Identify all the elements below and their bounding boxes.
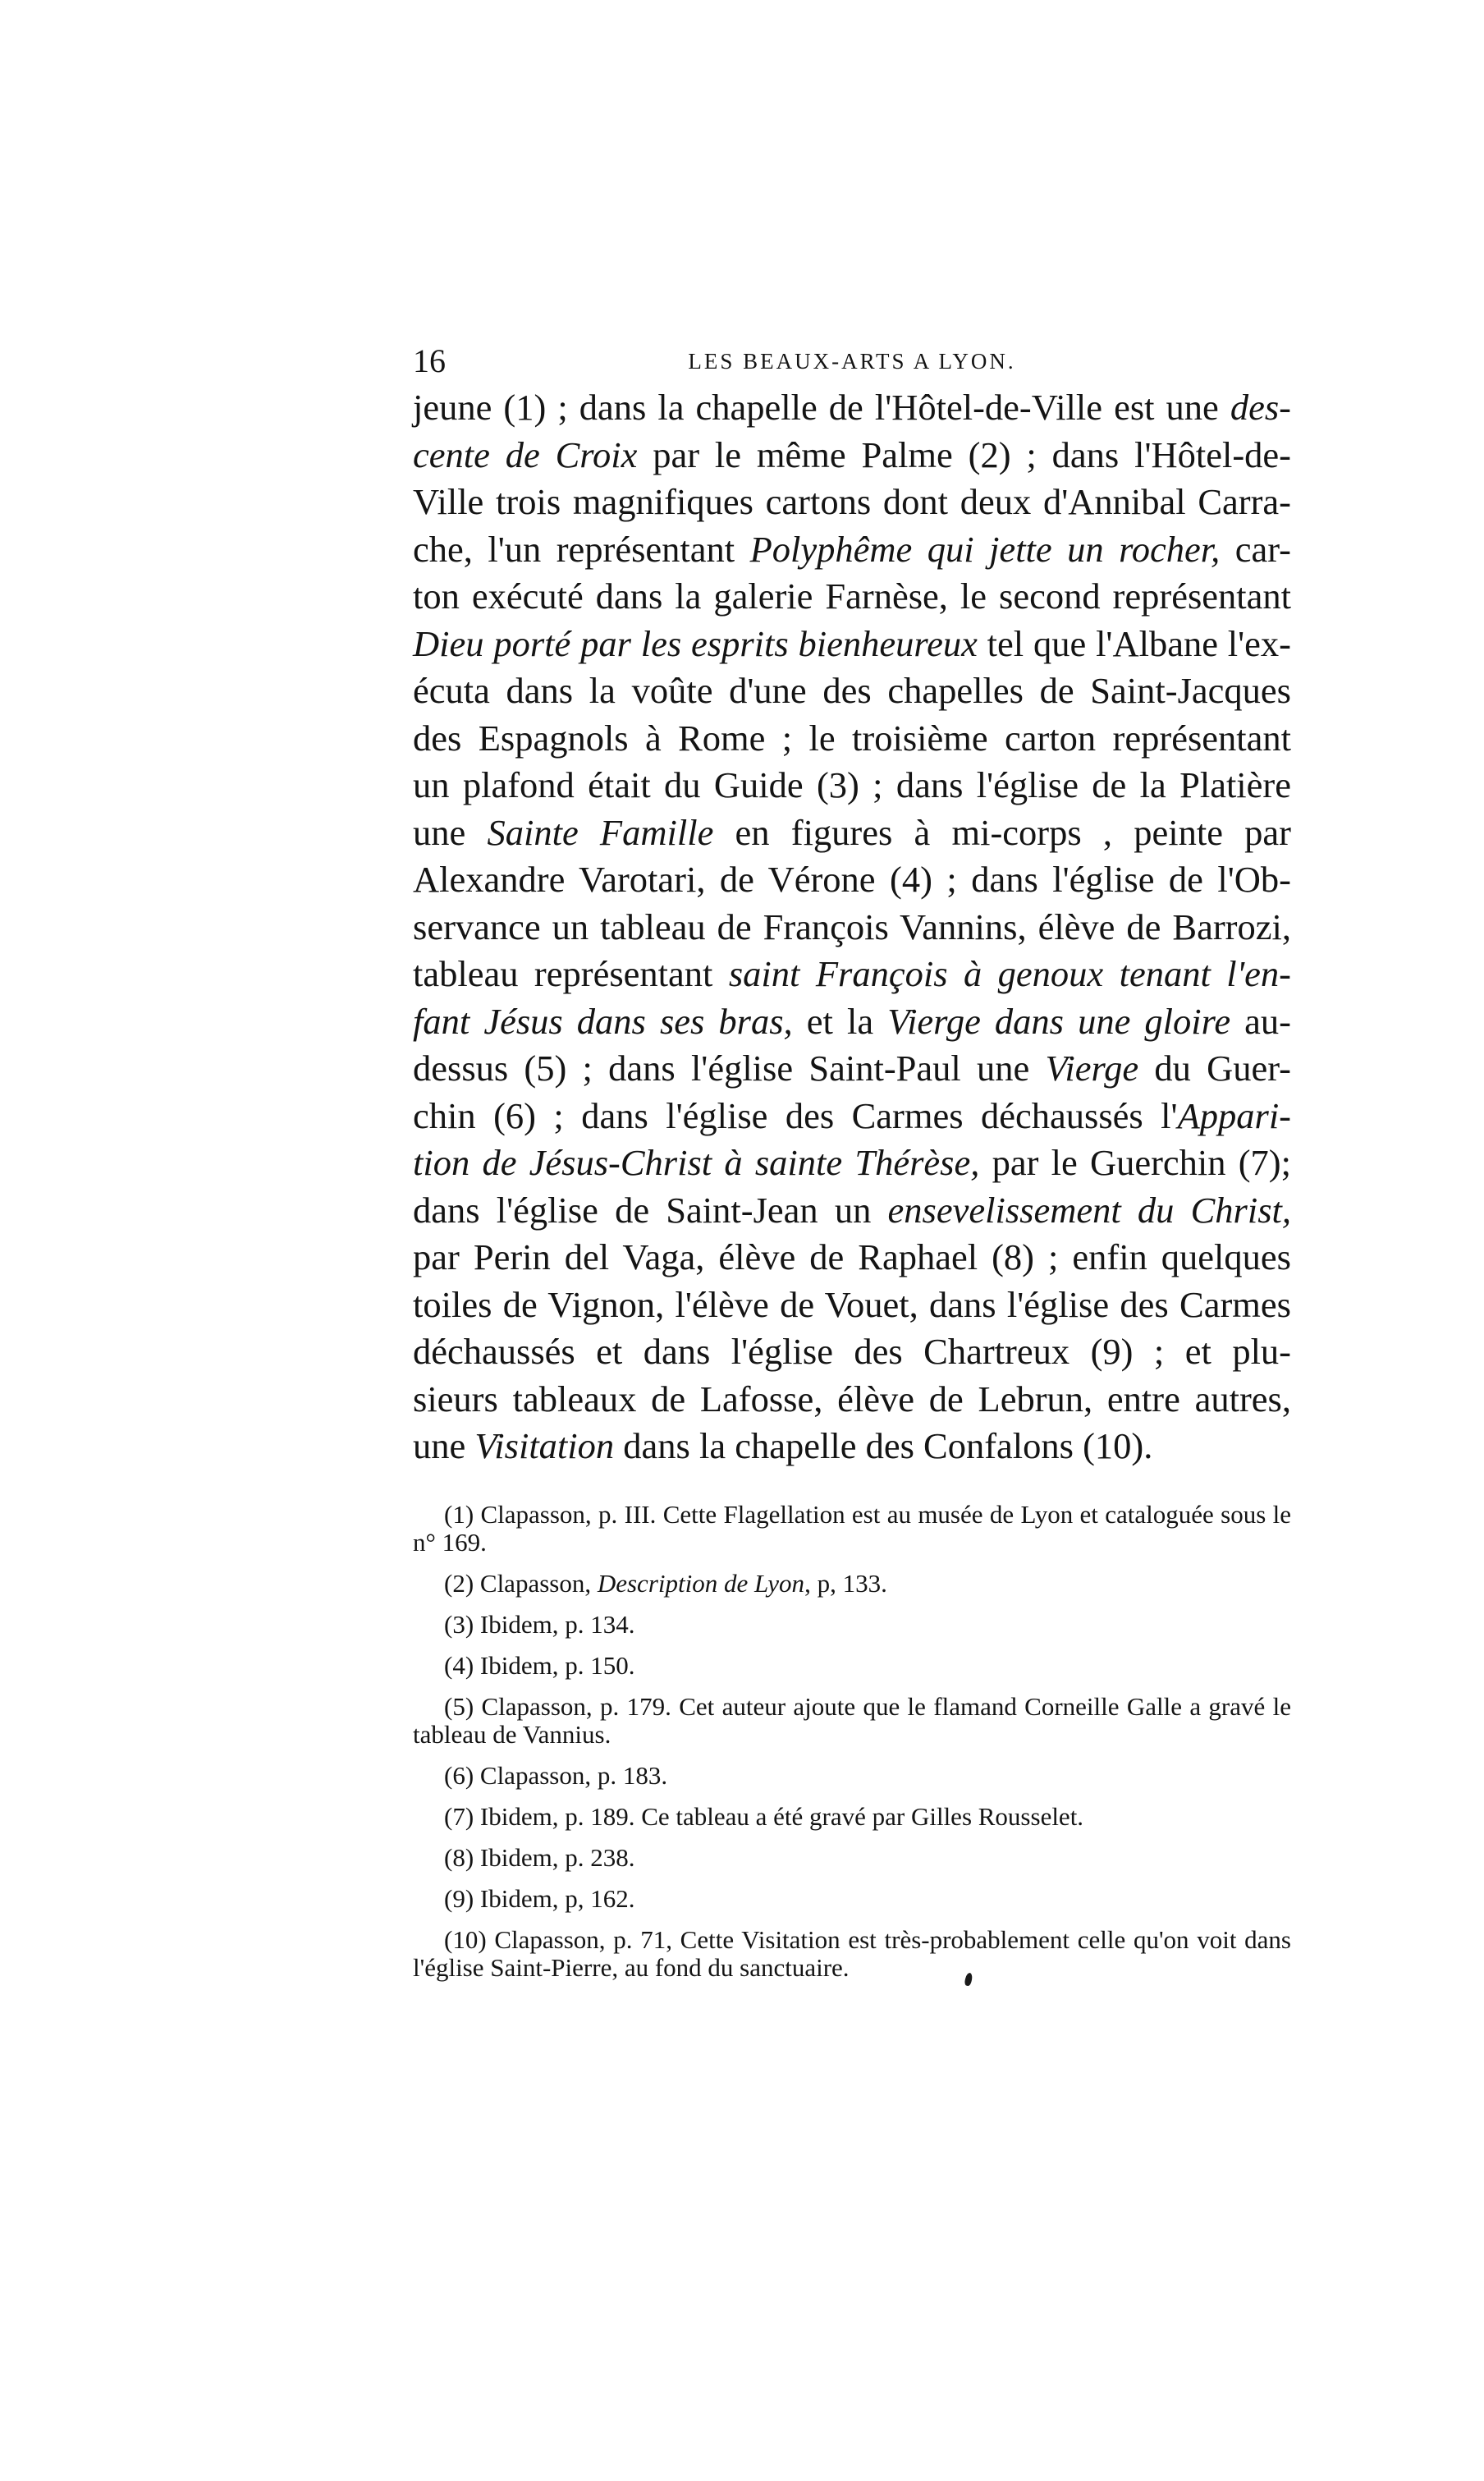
body-line: Dieu porté par les esprits bienheureux tel que l'Albane l'ex-	[413, 622, 1291, 664]
body-line: dans l'église de Saint-Jean un ensevelissement du Christ,	[413, 1189, 1291, 1231]
body-line: ton exécuté dans la galerie Farnèse, le second représentant	[413, 576, 1291, 617]
body-text	[413, 384, 1291, 1470]
footnote-9: (9) Ibidem, p, 162.	[444, 1884, 635, 1913]
body-line: cente de Croix par le même Palme (2) ; dans l'Hôtel-de-	[413, 433, 1291, 475]
body-line: sieurs tableaux de Lafosse, élève de Lebrun, entre autres,	[413, 1378, 1291, 1419]
body-line: des Espagnols à Rome ; le troisième carton représentant	[413, 717, 1291, 759]
footnote-6: (6) Clapasson, p. 183.	[444, 1761, 668, 1790]
footnote-8: (8) Ibidem, p. 238.	[444, 1843, 635, 1872]
body-line: par Perin del Vaga, élève de Raphael (8) ; enfin quelques	[413, 1236, 1291, 1277]
body-line: écuta dans la voûte d'une des chapelles de Saint-Jacques	[413, 670, 1291, 711]
footnote-10: (10) Clapasson, p. 71, Cette Visitation est très-probablement celle qu'on voit dans l'église Saint-Pierre, au fond du sanctuaire.	[413, 1925, 1291, 1982]
footnote-2: (2) Clapasson, Description de Lyon, p, 133.	[444, 1569, 887, 1598]
body-line: une Sainte Famille en figures à mi-corps , peinte par	[413, 811, 1291, 853]
footnote-3: (3) Ibidem, p. 134.	[444, 1610, 635, 1639]
body-line: une Visitation dans la chapelle des Confalons (10).	[413, 1425, 1153, 1466]
body-line: dessus (5) ; dans l'église Saint-Paul une Vierge du Guer-	[413, 1048, 1291, 1089]
running-title: LES BEAUX-ARTS A LYON.	[688, 349, 1016, 374]
body-line: servance un tableau de François Vannins, élève de Barrozi,	[413, 906, 1291, 947]
body-line: un plafond était du Guide (3) ; dans l'église de la Platière	[413, 764, 1291, 805]
body-line: Ville trois magnifiques cartons dont deux d'Annibal Carra-	[413, 481, 1291, 522]
page-number: 16	[413, 342, 446, 379]
footnotes	[413, 1501, 1291, 1995]
footnote-5: (5) Clapasson, p. 179. Cet auteur ajoute que le flamand Corneille Galle a gravé le tableau de Vannius.	[413, 1692, 1291, 1749]
body-line: déchaussés et dans l'église des Chartreux (9) ; et plu-	[413, 1331, 1291, 1372]
footnote-4: (4) Ibidem, p. 150.	[444, 1651, 635, 1680]
footnote-1: (1) Clapasson, p. III. Cette Flagellation est au musée de Lyon et cataloguée sous le n° 169.	[413, 1500, 1291, 1557]
body-line: fant Jésus dans ses bras, et la Vierge dans une gloire au-	[413, 1000, 1291, 1042]
body-line: tableau représentant saint François à genoux tenant l'en-	[413, 953, 1291, 994]
body-line: chin (6) ; dans l'église des Carmes déchaussés l'Appari-	[413, 1094, 1291, 1136]
body-line: che, l'un représentant Polyphême qui jette un rocher, car-	[413, 528, 1291, 570]
body-line: Alexandre Varotari, de Vérone (4) ; dans l'église de l'Ob-	[413, 859, 1291, 900]
page-header	[413, 337, 1291, 386]
body-line: jeune (1) ; dans la chapelle de l'Hôtel-de-Ville est une des-	[413, 387, 1291, 428]
body-line: tion de Jésus-Christ à sainte Thérèse, par le Guerchin (7);	[413, 1142, 1291, 1183]
footnote-7: (7) Ibidem, p. 189. Ce tableau a été gravé par Gilles Rousselet.	[444, 1802, 1084, 1831]
body-line: toiles de Vignon, l'élève de Vouet, dans l'église des Carmes	[413, 1283, 1291, 1325]
